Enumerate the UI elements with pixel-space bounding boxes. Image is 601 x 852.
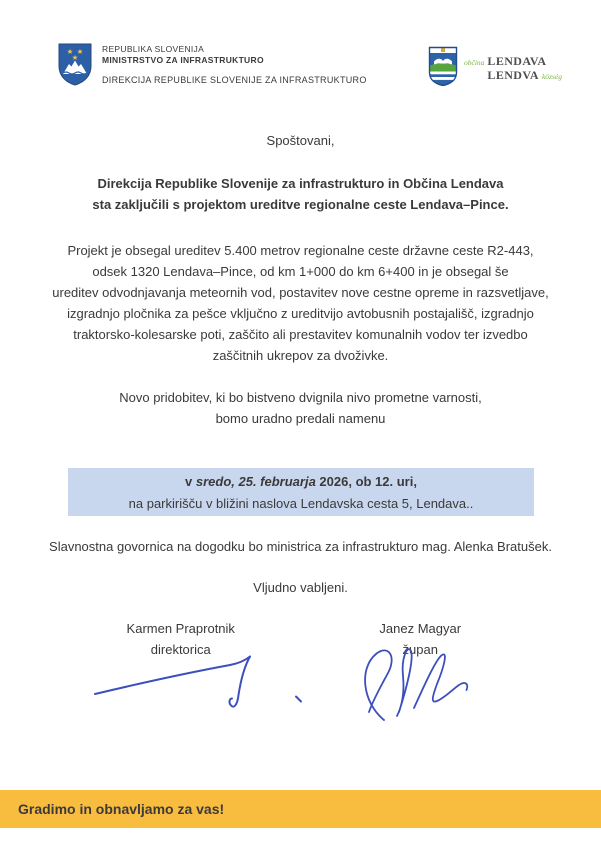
slovenia-coat-of-arms-icon [57, 42, 93, 91]
republic-label: REPUBLIKA SLOVENIJA [102, 44, 205, 54]
paragraph-line: Projekt je obsegal ureditev 5.400 metrov regionalne ceste državne ceste R2-443, [67, 243, 534, 258]
project-paragraph [0, 240, 601, 366]
paragraph-line: ureditev odvodnjavanja meteornih vod, postavitev nove cestne opreme in razsvetljave, [52, 285, 549, 300]
ministry-title-block [102, 42, 367, 85]
paragraph-line: zaščitnih ukrepov za dvoživke. [212, 348, 389, 363]
municipality-name-block [464, 55, 562, 83]
event-date-line [68, 471, 534, 493]
paragraph-line: sta zaključili s projektom ureditve regionalne ceste Lendava–Pince. [92, 197, 509, 212]
event-date-emphasis: sredo, 25. februarja [195, 474, 320, 489]
closing-line: Vljudno vabljeni. [253, 580, 348, 595]
paragraph-line: odsek 1320 Lendava–Pince, od km 1+000 do km 6+400 in je obsegal še [92, 264, 509, 279]
signatory-title: župan [402, 642, 438, 657]
signatory-title: direktorica [150, 642, 211, 657]
signature-director-icon [92, 652, 307, 722]
ministry-name: MINISTRSTVO ZA INFRASTRUKTURO [102, 55, 264, 65]
municipality-suffix: község [541, 72, 562, 81]
paragraph-line: bomo uradno predali namenu [215, 411, 386, 426]
salutation: Spoštovani, [266, 133, 335, 148]
paragraph-line: Novo pridobitev, ki bo bistveno dvignila nivo prometne varnosti, [119, 390, 482, 405]
intro-paragraph [0, 173, 601, 215]
event-date-suffix: 2026, ob 12. uri, [319, 474, 417, 489]
signature-mayor-icon [352, 640, 502, 731]
lendava-coat-of-arms-icon [428, 46, 458, 91]
event-highlight-box [68, 468, 534, 516]
municipality-logo [428, 46, 562, 91]
footer-slogan: Gradimo in obnavljamo za vas! [18, 801, 225, 817]
municipality-name-sl: LENDAVA [487, 54, 547, 68]
directorate-name: DIREKCIJA REPUBLIKE SLOVENIJE ZA INFRASTRUKTURO [102, 75, 367, 85]
event-location-line: na parkirišču v bližini naslova Lendavska cesta 5, Lendava.. [128, 496, 474, 511]
event-date-prefix: v [185, 474, 196, 489]
footer-bar [0, 790, 601, 828]
municipality-name-hu: LENDVA [487, 68, 539, 82]
signatory-name: Karmen Praprotnik [126, 621, 235, 636]
signatory-name: Janez Magyar [379, 621, 462, 636]
speaker-line: Slavnostna govornica na dogodku bo ministrica za infrastrukturo mag. Alenka Bratušek. [49, 539, 552, 554]
municipality-prefix: občina [464, 58, 485, 67]
handover-paragraph [0, 387, 601, 429]
paragraph-line: izgradnjo pločnika za pešce vključno z ureditvijo avtobusnih postajališč, izgradnjo [67, 306, 534, 321]
paragraph-line: Direkcija Republike Slovenije za infrastrukturo in Občina Lendava [97, 176, 504, 191]
paragraph-line: traktorsko-kolesarske poti, zaščito ali prestavitev komunalnih vodov ter izvedbo [73, 327, 528, 342]
ministry-header [57, 42, 367, 91]
